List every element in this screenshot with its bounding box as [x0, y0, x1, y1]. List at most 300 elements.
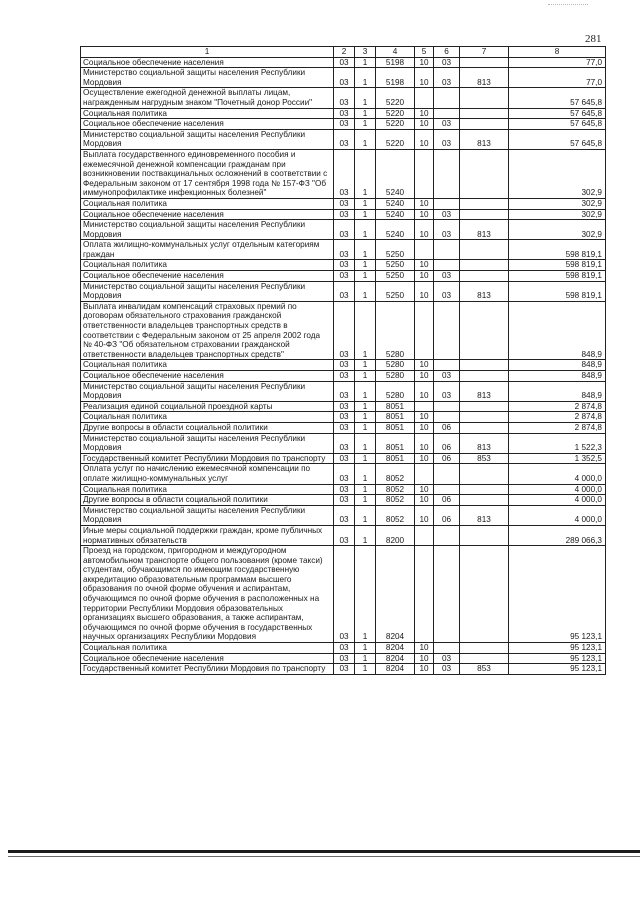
department-cell — [460, 495, 509, 506]
table-row — [81, 57, 606, 68]
row-name-cell: Министерство социальной защиты населения Республики Мордовия — [81, 220, 334, 240]
section-cell: 03 — [334, 88, 355, 108]
chapter-cell: 10 — [415, 220, 434, 240]
table-row — [81, 495, 606, 506]
section-cell: 03 — [334, 643, 355, 654]
section-cell: 03 — [334, 525, 355, 545]
row-name-cell: Министерство социальной защиты населения Республики Мордовия — [81, 381, 334, 401]
code-cell: 5240 — [376, 198, 415, 209]
department-cell — [460, 484, 509, 495]
subsection-cell: 1 — [355, 198, 376, 209]
amount-cell: 598 819,1 — [509, 260, 606, 271]
chapter-cell: 10 — [415, 422, 434, 433]
table-row — [81, 422, 606, 433]
chapter-cell: 10 — [415, 129, 434, 149]
row-name-cell: Реализация единой социальной проездной карты — [81, 401, 334, 412]
amount-cell: 1 522,3 — [509, 433, 606, 453]
subsection-cell: 1 — [355, 301, 376, 360]
code-cell: 8052 — [376, 505, 415, 525]
row-name-cell: Социальная политика — [81, 412, 334, 423]
paragraph-cell — [434, 412, 460, 423]
chapter-cell: 10 — [415, 57, 434, 68]
department-cell: 813 — [460, 381, 509, 401]
table-row — [81, 546, 606, 643]
code-cell: 8052 — [376, 495, 415, 506]
amount-cell: 598 819,1 — [509, 240, 606, 260]
column-header: 6 — [434, 47, 460, 58]
department-cell — [460, 57, 509, 68]
section-cell: 03 — [334, 240, 355, 260]
subsection-cell: 1 — [355, 209, 376, 220]
row-name-cell: Государственный комитет Республики Мордовия по транспорту — [81, 453, 334, 464]
section-cell: 03 — [334, 220, 355, 240]
code-cell: 8204 — [376, 643, 415, 654]
scan-mark — [548, 4, 588, 7]
paragraph-cell: 03 — [434, 119, 460, 130]
amount-cell: 2 874,8 — [509, 401, 606, 412]
code-cell: 5280 — [376, 360, 415, 371]
chapter-cell: 10 — [415, 664, 434, 675]
paragraph-cell: 03 — [434, 220, 460, 240]
subsection-cell: 1 — [355, 260, 376, 271]
chapter-cell: 10 — [415, 360, 434, 371]
department-cell — [460, 260, 509, 271]
section-cell: 03 — [334, 198, 355, 209]
row-name-cell: Социальная политика — [81, 360, 334, 371]
table-row — [81, 271, 606, 282]
row-name-cell: Государственный комитет Республики Мордовия по транспорту — [81, 664, 334, 675]
code-cell: 8052 — [376, 484, 415, 495]
chapter-cell: 10 — [415, 381, 434, 401]
code-cell: 5240 — [376, 209, 415, 220]
department-cell — [460, 360, 509, 371]
code-cell: 5198 — [376, 68, 415, 88]
table-row — [81, 371, 606, 382]
code-cell: 8051 — [376, 453, 415, 464]
paragraph-cell: 06 — [434, 433, 460, 453]
column-header: 4 — [376, 47, 415, 58]
chapter-cell — [415, 401, 434, 412]
chapter-cell: 10 — [415, 495, 434, 506]
department-cell — [460, 88, 509, 108]
paragraph-cell: 06 — [434, 453, 460, 464]
chapter-cell — [415, 546, 434, 643]
chapter-cell — [415, 88, 434, 108]
paragraph-cell: 06 — [434, 505, 460, 525]
amount-cell: 598 819,1 — [509, 281, 606, 301]
table-row — [81, 381, 606, 401]
subsection-cell: 1 — [355, 546, 376, 643]
row-name-cell: Другие вопросы в области социальной политики — [81, 422, 334, 433]
section-cell: 03 — [334, 129, 355, 149]
department-cell: 813 — [460, 68, 509, 88]
amount-cell: 2 874,8 — [509, 422, 606, 433]
paragraph-cell: 03 — [434, 381, 460, 401]
amount-cell: 2 874,8 — [509, 412, 606, 423]
department-cell — [460, 643, 509, 654]
department-cell: 813 — [460, 281, 509, 301]
chapter-cell: 10 — [415, 371, 434, 382]
chapter-cell — [415, 525, 434, 545]
table-row — [81, 664, 606, 675]
department-cell — [460, 149, 509, 198]
department-cell — [460, 108, 509, 119]
paragraph-cell — [434, 301, 460, 360]
amount-cell: 77,0 — [509, 68, 606, 88]
table-row — [81, 108, 606, 119]
subsection-cell: 1 — [355, 412, 376, 423]
column-header: 2 — [334, 47, 355, 58]
section-cell: 03 — [334, 57, 355, 68]
subsection-cell: 1 — [355, 433, 376, 453]
department-cell — [460, 412, 509, 423]
section-cell: 03 — [334, 453, 355, 464]
amount-cell: 4 000,0 — [509, 484, 606, 495]
subsection-cell: 1 — [355, 360, 376, 371]
chapter-cell: 10 — [415, 643, 434, 654]
section-cell: 03 — [334, 371, 355, 382]
chapter-cell: 10 — [415, 260, 434, 271]
code-cell: 8051 — [376, 422, 415, 433]
subsection-cell: 1 — [355, 57, 376, 68]
paragraph-cell — [434, 525, 460, 545]
code-cell: 8051 — [376, 401, 415, 412]
row-name-cell: Социальная политика — [81, 643, 334, 654]
subsection-cell: 1 — [355, 495, 376, 506]
code-cell: 8200 — [376, 525, 415, 545]
code-cell: 5250 — [376, 260, 415, 271]
paragraph-cell — [434, 198, 460, 209]
subsection-cell: 1 — [355, 381, 376, 401]
table-row — [81, 453, 606, 464]
subsection-cell: 1 — [355, 108, 376, 119]
paragraph-cell: 03 — [434, 281, 460, 301]
table-row — [81, 412, 606, 423]
section-cell: 03 — [334, 209, 355, 220]
subsection-cell: 1 — [355, 525, 376, 545]
subsection-cell: 1 — [355, 484, 376, 495]
amount-cell: 302,9 — [509, 149, 606, 198]
section-cell: 03 — [334, 119, 355, 130]
row-name-cell: Министерство социальной защиты населения Республики Мордовия — [81, 68, 334, 88]
row-name-cell: Выплата инвалидам компенсаций страховых премий по договорам обязательного страхования гражданской ответственности владельцев транспортных средств в соответствии с Федеральным законом от 25 апреля 2002 года № 40-ФЗ "Об обязательном страховании гражданской ответственности владельцев транспортных средств" — [81, 301, 334, 360]
amount-cell: 598 819,1 — [509, 271, 606, 282]
row-name-cell: Социальное обеспечение населения — [81, 371, 334, 382]
subsection-cell: 1 — [355, 129, 376, 149]
amount-cell: 848,9 — [509, 360, 606, 371]
table-row — [81, 88, 606, 108]
column-header: 7 — [460, 47, 509, 58]
amount-cell: 848,9 — [509, 371, 606, 382]
section-cell: 03 — [334, 412, 355, 423]
code-cell: 5280 — [376, 371, 415, 382]
row-name-cell: Социальная политика — [81, 260, 334, 271]
department-cell — [460, 653, 509, 664]
code-cell: 5220 — [376, 88, 415, 108]
row-name-cell: Социальное обеспечение населения — [81, 653, 334, 664]
code-cell: 5220 — [376, 129, 415, 149]
department-cell: 813 — [460, 220, 509, 240]
paragraph-cell — [434, 240, 460, 260]
chapter-cell: 10 — [415, 453, 434, 464]
table-row — [81, 220, 606, 240]
section-cell: 03 — [334, 664, 355, 675]
department-cell — [460, 371, 509, 382]
table-row — [81, 505, 606, 525]
amount-cell: 289 066,3 — [509, 525, 606, 545]
section-cell: 03 — [334, 433, 355, 453]
chapter-cell: 10 — [415, 412, 434, 423]
row-name-cell: Социальное обеспечение населения — [81, 119, 334, 130]
department-cell — [460, 422, 509, 433]
code-cell: 8204 — [376, 653, 415, 664]
code-cell: 8051 — [376, 433, 415, 453]
subsection-cell: 1 — [355, 464, 376, 484]
section-cell: 03 — [334, 653, 355, 664]
chapter-cell: 10 — [415, 653, 434, 664]
table-row — [81, 525, 606, 545]
row-name-cell: Оплата услуг по начислению ежемесячной компенсации по оплате жилищно-коммунальных услуг — [81, 464, 334, 484]
table-row — [81, 198, 606, 209]
section-cell: 03 — [334, 401, 355, 412]
paragraph-cell — [434, 360, 460, 371]
department-cell — [460, 546, 509, 643]
column-header: 8 — [509, 47, 606, 58]
subsection-cell: 1 — [355, 271, 376, 282]
chapter-cell — [415, 149, 434, 198]
chapter-cell: 10 — [415, 209, 434, 220]
code-cell: 5250 — [376, 281, 415, 301]
row-name-cell: Министерство социальной защиты населения Республики Мордовия — [81, 433, 334, 453]
table-row — [81, 240, 606, 260]
amount-cell: 57 645,8 — [509, 119, 606, 130]
code-cell: 5220 — [376, 108, 415, 119]
code-cell: 5250 — [376, 271, 415, 282]
department-cell — [460, 119, 509, 130]
row-name-cell: Социальное обеспечение населения — [81, 271, 334, 282]
subsection-cell: 1 — [355, 88, 376, 108]
section-cell: 03 — [334, 546, 355, 643]
department-cell: 813 — [460, 433, 509, 453]
code-cell: 5280 — [376, 381, 415, 401]
chapter-cell — [415, 301, 434, 360]
column-header: 1 — [81, 47, 334, 58]
page-number: 281 — [585, 33, 602, 45]
amount-cell: 95 123,1 — [509, 653, 606, 664]
row-name-cell: Осуществление ежегодной денежной выплаты лицам, награжденным нагрудным знаком "Почетный донор России" — [81, 88, 334, 108]
row-name-cell: Министерство социальной защиты населения Республики Мордовия — [81, 129, 334, 149]
section-cell: 03 — [334, 464, 355, 484]
section-cell: 03 — [334, 484, 355, 495]
amount-cell: 95 123,1 — [509, 546, 606, 643]
subsection-cell: 1 — [355, 401, 376, 412]
chapter-cell: 10 — [415, 433, 434, 453]
chapter-cell: 10 — [415, 68, 434, 88]
row-name-cell: Социальная политика — [81, 198, 334, 209]
section-cell: 03 — [334, 301, 355, 360]
section-cell: 03 — [334, 381, 355, 401]
section-cell: 03 — [334, 260, 355, 271]
paragraph-cell: 06 — [434, 495, 460, 506]
subsection-cell: 1 — [355, 68, 376, 88]
chapter-cell: 10 — [415, 505, 434, 525]
section-cell: 03 — [334, 505, 355, 525]
paragraph-cell — [434, 260, 460, 271]
amount-cell: 302,9 — [509, 198, 606, 209]
row-name-cell: Проезд на городском, пригородном и междугородном автомобильном транспорте общего пользования (кроме такси) студентам, обучающимся по имеющим государственную аккредитацию образовательным программам высшего образования по очной форме обучения и аспирантам, обучающимся по очной форме обучения в расположенных на территории Республики Мордовия образовательных организациях высшего образования, а также аспирантам, обучающимся по очной форме обучения в государственных научных организациях Республики Мордовия — [81, 546, 334, 643]
amount-cell: 95 123,1 — [509, 643, 606, 654]
department-cell: 813 — [460, 505, 509, 525]
subsection-cell: 1 — [355, 220, 376, 240]
code-cell: 5280 — [376, 301, 415, 360]
code-cell: 5250 — [376, 240, 415, 260]
department-cell — [460, 525, 509, 545]
bottom-rule-thin — [8, 856, 640, 857]
subsection-cell: 1 — [355, 371, 376, 382]
subsection-cell: 1 — [355, 240, 376, 260]
code-cell: 8204 — [376, 546, 415, 643]
section-cell: 03 — [334, 149, 355, 198]
department-cell: 853 — [460, 453, 509, 464]
subsection-cell: 1 — [355, 453, 376, 464]
paragraph-cell: 03 — [434, 371, 460, 382]
table-row — [81, 260, 606, 271]
table-row — [81, 281, 606, 301]
amount-cell: 4 000,0 — [509, 505, 606, 525]
code-cell: 5198 — [376, 57, 415, 68]
chapter-cell: 10 — [415, 108, 434, 119]
amount-cell: 1 352,5 — [509, 453, 606, 464]
paragraph-cell: 03 — [434, 664, 460, 675]
amount-cell: 57 645,8 — [509, 129, 606, 149]
amount-cell: 302,9 — [509, 209, 606, 220]
chapter-cell: 10 — [415, 198, 434, 209]
row-name-cell: Социальная политика — [81, 484, 334, 495]
chapter-cell: 10 — [415, 119, 434, 130]
department-cell — [460, 464, 509, 484]
amount-cell: 57 645,8 — [509, 108, 606, 119]
bottom-rule — [8, 850, 640, 853]
section-cell: 03 — [334, 281, 355, 301]
code-cell: 5220 — [376, 119, 415, 130]
chapter-cell — [415, 464, 434, 484]
chapter-cell: 10 — [415, 484, 434, 495]
row-name-cell: Оплата жилищно-коммунальных услуг отдельным категориям граждан — [81, 240, 334, 260]
paragraph-cell — [434, 149, 460, 198]
table-row — [81, 484, 606, 495]
paragraph-cell: 06 — [434, 422, 460, 433]
table-row — [81, 129, 606, 149]
table-row — [81, 209, 606, 220]
section-cell: 03 — [334, 360, 355, 371]
paragraph-cell: 03 — [434, 271, 460, 282]
row-name-cell: Социальное обеспечение населения — [81, 209, 334, 220]
subsection-cell: 1 — [355, 149, 376, 198]
department-cell — [460, 198, 509, 209]
table-row — [81, 119, 606, 130]
department-cell — [460, 401, 509, 412]
row-name-cell: Выплата государственного единовременного пособия и ежемесячной денежной компенсации гражданам при возникновении поствакцинальных осложнений в соответствии с Федеральным законом от 17 сентября 1998 года № 157-ФЗ "Об иммунопрофилактике инфекционных болезней" — [81, 149, 334, 198]
column-header: 3 — [355, 47, 376, 58]
paragraph-cell — [434, 464, 460, 484]
row-name-cell: Социальное обеспечение населения — [81, 57, 334, 68]
department-cell — [460, 209, 509, 220]
table-row — [81, 433, 606, 453]
paragraph-cell — [434, 643, 460, 654]
paragraph-cell: 03 — [434, 57, 460, 68]
row-name-cell: Министерство социальной защиты населения Республики Мордовия — [81, 505, 334, 525]
subsection-cell: 1 — [355, 119, 376, 130]
chapter-cell: 10 — [415, 271, 434, 282]
amount-cell: 302,9 — [509, 220, 606, 240]
section-cell: 03 — [334, 68, 355, 88]
section-cell: 03 — [334, 495, 355, 506]
row-name-cell: Иные меры социальной поддержки граждан, кроме публичных нормативных обязательств — [81, 525, 334, 545]
amount-cell: 4 000,0 — [509, 464, 606, 484]
amount-cell: 848,9 — [509, 301, 606, 360]
budget-table — [80, 46, 606, 675]
paragraph-cell — [434, 484, 460, 495]
paragraph-cell — [434, 88, 460, 108]
section-cell: 03 — [334, 422, 355, 433]
department-cell — [460, 271, 509, 282]
table-header-row — [81, 47, 606, 58]
table-row — [81, 464, 606, 484]
subsection-cell: 1 — [355, 664, 376, 675]
paragraph-cell — [434, 546, 460, 643]
column-header: 5 — [415, 47, 434, 58]
code-cell: 8051 — [376, 412, 415, 423]
department-cell — [460, 240, 509, 260]
code-cell: 5240 — [376, 149, 415, 198]
paragraph-cell: 03 — [434, 653, 460, 664]
paragraph-cell — [434, 401, 460, 412]
table-row — [81, 301, 606, 360]
row-name-cell: Другие вопросы в области социальной политики — [81, 495, 334, 506]
paragraph-cell: 03 — [434, 129, 460, 149]
subsection-cell: 1 — [355, 653, 376, 664]
table-row — [81, 68, 606, 88]
department-cell: 813 — [460, 129, 509, 149]
code-cell: 8052 — [376, 464, 415, 484]
chapter-cell: 10 — [415, 281, 434, 301]
subsection-cell: 1 — [355, 281, 376, 301]
amount-cell: 77,0 — [509, 57, 606, 68]
table-row — [81, 643, 606, 654]
subsection-cell: 1 — [355, 505, 376, 525]
paragraph-cell — [434, 108, 460, 119]
amount-cell: 4 000,0 — [509, 495, 606, 506]
section-cell: 03 — [334, 271, 355, 282]
amount-cell: 57 645,8 — [509, 88, 606, 108]
table-row — [81, 149, 606, 198]
paragraph-cell: 03 — [434, 209, 460, 220]
subsection-cell: 1 — [355, 422, 376, 433]
paragraph-cell: 03 — [434, 68, 460, 88]
amount-cell: 848,9 — [509, 381, 606, 401]
table-row — [81, 360, 606, 371]
section-cell: 03 — [334, 108, 355, 119]
department-cell: 853 — [460, 664, 509, 675]
amount-cell: 95 123,1 — [509, 664, 606, 675]
subsection-cell: 1 — [355, 643, 376, 654]
row-name-cell: Министерство социальной защиты населения Республики Мордовия — [81, 281, 334, 301]
code-cell: 8204 — [376, 664, 415, 675]
row-name-cell: Социальная политика — [81, 108, 334, 119]
code-cell: 5240 — [376, 220, 415, 240]
table-row — [81, 653, 606, 664]
chapter-cell — [415, 240, 434, 260]
